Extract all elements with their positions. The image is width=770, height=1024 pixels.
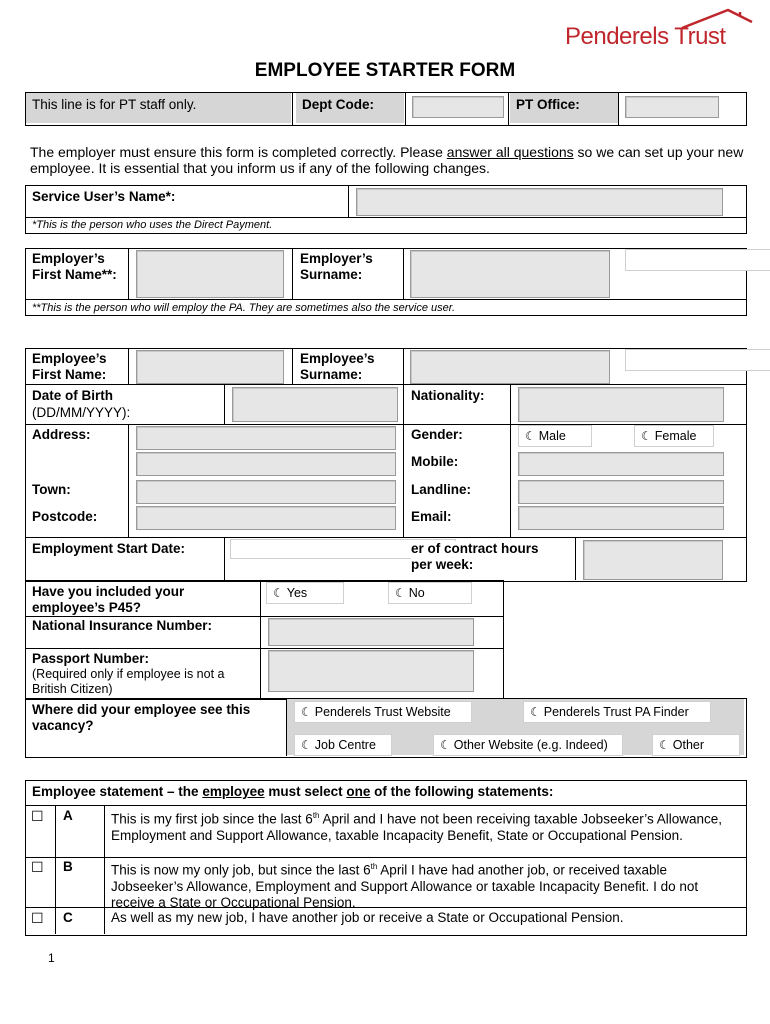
dept-code-input[interactable] <box>412 96 504 118</box>
email-input[interactable] <box>518 506 724 530</box>
mobile-input[interactable] <box>518 452 724 476</box>
vacancy-job-centre-radio[interactable]: ☾ Job Centre <box>294 734 392 756</box>
employee-surname-input[interactable] <box>410 350 610 384</box>
town-label: Town: <box>32 482 71 497</box>
statement-a-checkbox[interactable]: ☐ <box>31 808 44 824</box>
employee-extra-field[interactable] <box>625 349 770 371</box>
employee-first-name-label: Employee’s First Name: <box>32 351 107 382</box>
radio-icon: ☾ <box>301 705 312 719</box>
page-number: 1 <box>48 951 55 965</box>
town-input[interactable] <box>136 480 396 504</box>
statement-c-checkbox[interactable]: ☐ <box>31 910 44 926</box>
service-user-note: *This is the person who uses the Direct Payment. <box>32 219 273 231</box>
landline-label: Landline: <box>411 482 471 497</box>
postcode-input[interactable] <box>136 506 396 530</box>
ni-input[interactable] <box>268 618 474 646</box>
statement-heading: Employee statement – the employee must select one of the following statements: <box>32 784 554 799</box>
employer-surname-label: Employer’s Surname: <box>300 251 373 282</box>
statement-b-letter: B <box>63 859 73 874</box>
radio-icon: ☾ <box>525 429 536 443</box>
contract-hours-label: er of contract hours per week: <box>411 541 561 573</box>
vacancy-pa-finder-radio[interactable]: ☾ Penderels Trust PA Finder <box>523 701 711 723</box>
pt-office-label: PT Office: <box>516 97 580 112</box>
passport-input[interactable] <box>268 650 474 692</box>
mobile-label: Mobile: <box>411 454 459 469</box>
employee-surname-label: Employee’s Surname: <box>300 351 375 382</box>
gender-male-radio[interactable]: ☾ Male <box>518 425 592 447</box>
p45-yes-radio[interactable]: ☾ Yes <box>266 582 344 604</box>
employer-first-name-input[interactable] <box>136 250 284 298</box>
passport-note: (Required only if employee is not a British Citizen) <box>32 667 225 696</box>
radio-icon: ☾ <box>395 586 406 600</box>
nationality-label: Nationality: <box>411 388 485 403</box>
brand-name: Penderels Trust <box>565 23 726 50</box>
contract-hours-input[interactable] <box>583 540 723 580</box>
page-title: EMPLOYEE STARTER FORM <box>254 60 516 81</box>
staff-only-note: This line is for PT staff only. <box>32 97 197 112</box>
dob-format: (DD/MM/YYYY): <box>32 405 131 420</box>
vacancy-other-radio[interactable]: ☾ Other <box>652 734 740 756</box>
pt-office-input[interactable] <box>625 96 719 118</box>
address-label: Address: <box>32 427 91 442</box>
vacancy-other-website-radio[interactable]: ☾ Other Website (e.g. Indeed) <box>433 734 623 756</box>
radio-icon: ☾ <box>659 738 670 752</box>
dob-input[interactable] <box>232 387 398 422</box>
vacancy-pt-website-radio[interactable]: ☾ Penderels Trust Website <box>294 701 472 723</box>
landline-input[interactable] <box>518 480 724 504</box>
employer-first-name-label: Employer’s First Name**: <box>32 251 117 282</box>
address-line1-input[interactable] <box>136 426 396 450</box>
address-line2-input[interactable] <box>136 452 396 476</box>
radio-icon: ☾ <box>530 705 541 719</box>
p45-label: Have you included your employee’s P45? <box>32 584 185 615</box>
service-user-input[interactable] <box>356 188 723 216</box>
nationality-input[interactable] <box>518 387 724 422</box>
vacancy-label: Where did your employee see this vacancy? <box>32 702 251 733</box>
statement-c-letter: C <box>63 910 73 925</box>
radio-icon: ☾ <box>301 738 312 752</box>
intro-text: The employer must ensure this form is completed correctly. Please answer all questions so we can set up your new employee. It is essential that you inform us if any of the following changes. <box>30 144 744 176</box>
statement-a-letter: A <box>63 808 73 823</box>
postcode-label: Postcode: <box>32 509 98 524</box>
statement-a-text: This is my first job since the last 6th April and I have not been receiving taxable Jobseeker’s Allowance, Employment and Support Allowance, taxable Incapacity Benefit, State or Occupational Pension. <box>111 811 723 843</box>
statement-b-text: This is now my only job, but since the last 6th April I have had another job, or received taxable Jobseeker’s Allowance, Employment and Support Allowance or taxable Incapacity Benefit. I do not receive a State or Occupational Pension. <box>111 862 699 910</box>
radio-icon: ☾ <box>641 429 652 443</box>
p45-no-radio[interactable]: ☾ No <box>388 582 472 604</box>
ni-label: National Insurance Number: <box>32 618 213 633</box>
employer-extra-field[interactable] <box>625 249 770 271</box>
employer-surname-input[interactable] <box>410 250 610 298</box>
statement-c-text: As well as my new job, I have another job or receive a State or Occupational Pension. <box>111 910 624 925</box>
statement-b-checkbox[interactable]: ☐ <box>31 859 44 875</box>
penderels-trust-logo <box>560 8 760 56</box>
dept-code-label: Dept Code: <box>302 97 374 112</box>
passport-label: Passport Number: <box>32 651 150 666</box>
gender-label: Gender: <box>411 427 463 442</box>
service-user-label: Service User’s Name*: <box>32 189 176 204</box>
gender-female-radio[interactable]: ☾ Female <box>634 425 714 447</box>
employee-first-name-input[interactable] <box>136 350 284 384</box>
radio-icon: ☾ <box>440 738 451 752</box>
radio-icon: ☾ <box>273 586 284 600</box>
email-label: Email: <box>411 509 452 524</box>
start-date-label: Employment Start Date: <box>32 541 186 556</box>
dob-label: Date of Birth <box>32 388 113 403</box>
employer-note: **This is the person who will employ the PA. They are sometimes also the service user. <box>32 302 456 314</box>
